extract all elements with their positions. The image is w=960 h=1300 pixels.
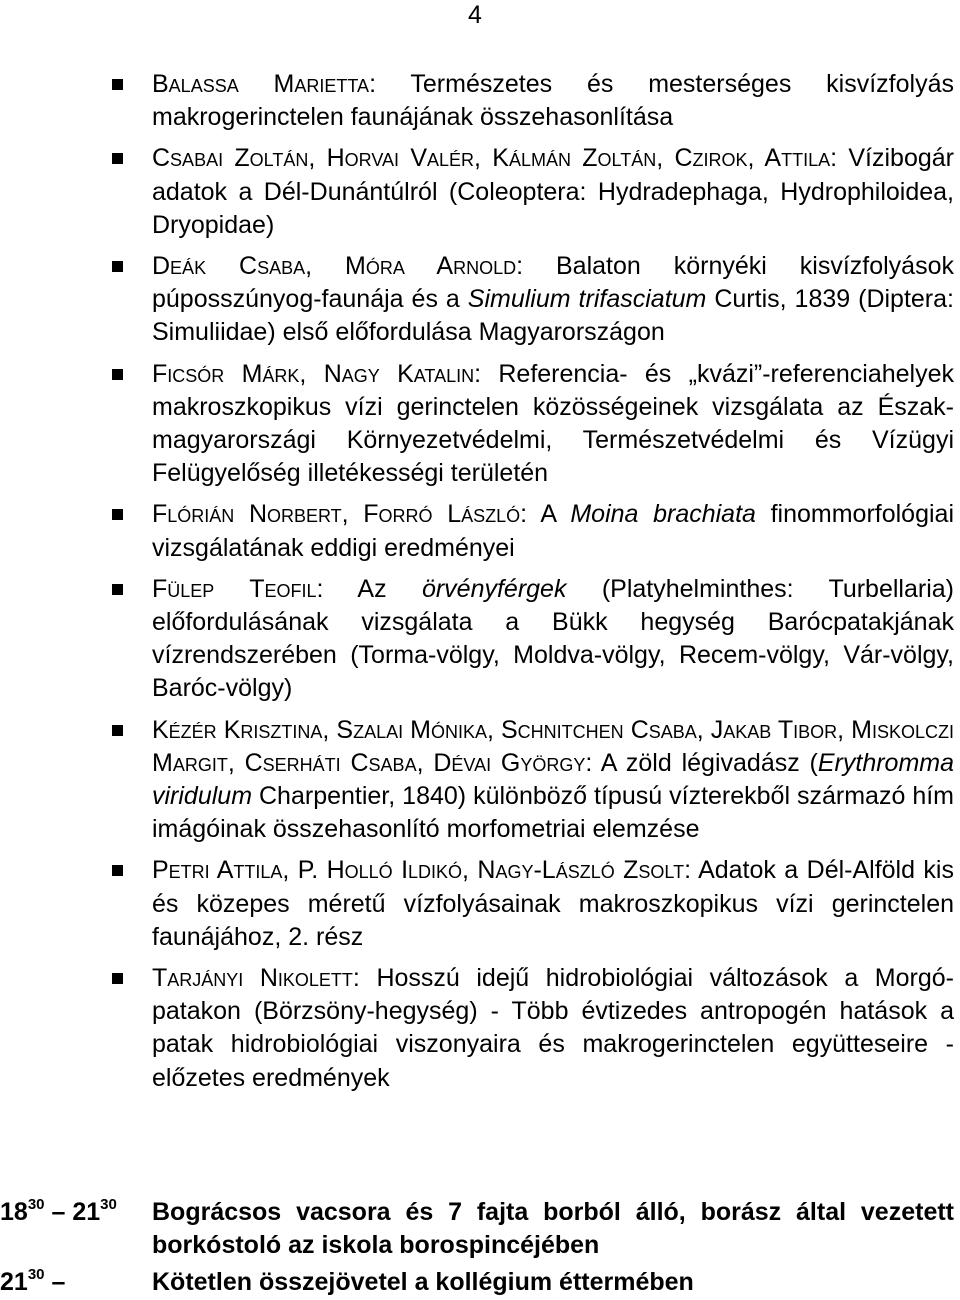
entry-authors: Ficsór Márk, Nagy Katalin xyxy=(152,359,475,388)
entry-title-part: Balaton környéki kisvízfolyások púposszúnyog-faunája és a xyxy=(152,252,954,314)
start-minute: 30 xyxy=(27,1266,45,1283)
species-name: Simulium trifasciatum xyxy=(467,285,707,314)
entry-authors: Petri Attila, P. Holló Ildikó, Nagy-László Zsolt xyxy=(152,856,685,885)
start-minute: 30 xyxy=(27,1196,45,1213)
square-bullet-icon xyxy=(112,725,123,736)
end-hour: 21 xyxy=(72,1198,101,1226)
entry-title: Természetes és mesterséges kisvízfolyás makrogerinctelen faunájának összehasonlítása xyxy=(152,70,954,132)
entry-title-part: A zöld légivadász ( xyxy=(600,748,818,777)
taxon-name: örvényférgek xyxy=(421,574,567,603)
page-number: 4 xyxy=(468,1,482,29)
entry-authors: Flórián Norbert, Forró László xyxy=(152,500,521,529)
list-item: Deák Csaba, Móra Arnold: Balaton környéki kisvízfolyások púposszúnyog-faunája és a Simulium trifasciatum Curtis, 1839 (Diptera: Simuliidae) első előfordulása Magyarországon xyxy=(0,250,960,350)
entry-authors: Tarjányi Nikolett xyxy=(152,964,353,993)
list-item: Flórián Norbert, Forró László: A Moina brachiata finommorfológiai vizsgálatának eddigi eredményei xyxy=(0,498,960,564)
schedule-time xyxy=(0,1266,65,1299)
entry-authors: Kézér Krisztina, Szalai Mónika, Schnitchen Csaba, Jakab Tibor, Miskolczi Margit, Cserháti Csaba, Dévai György xyxy=(152,715,954,777)
schedule-text: Bográcsos vacsora és 7 fajta borból álló, borász által vezetett borkóstoló az iskola borospincéjében xyxy=(152,1198,954,1259)
species-name: Erythromma viridulum xyxy=(152,748,955,811)
entry-title: Adatok a Dél-Alföld kis és közepes méretű vízfolyásainak makroszkopikus vízi gerinctelen faunájához, 2. rész xyxy=(152,856,954,951)
square-bullet-icon xyxy=(112,261,123,272)
entry-title-part: (Platyhelminthes: Turbellaria) előfordulásának vizsgálata a Bükk hegység Barócpatakjának vízrendszerében (Torma-völgy, Moldva-völgy, Recem-völgy, Vár-völgy, Baróc-völgy) xyxy=(152,574,954,703)
entry-title: Referencia- és „kvázi”-referenciahelyek makroszkopikus vízi gerinctelen közösségeinek vizsgálata az Észak-magyarországi Környezetvédelmi, Természetvédelmi és Vízügyi Felügyelőség illetékességi területén xyxy=(152,359,954,488)
entry-authors: Fülep Teofil xyxy=(152,574,317,603)
entry-title-part: Az xyxy=(357,574,422,603)
schedule-time xyxy=(0,1196,117,1229)
square-bullet-icon xyxy=(112,584,123,595)
list-item: Kézér Krisztina, Szalai Mónika, Schnitchen Csaba, Jakab Tibor, Miskolczi Margit, Cserháti Csaba, Dévai György: A zöld légivadász (Erythromma viridulum Charpentier, 1840) különböző típusú vízterekből származó hím imágóinak összehasonlító morfometriai elemzése xyxy=(0,714,960,847)
square-bullet-icon xyxy=(112,865,123,876)
entry-title-part: Charpentier, 1840) különböző típusú vízterekből származó hím imágóinak összehasonlító morfometriai elemzése xyxy=(152,782,954,844)
list-item: Balassa Marietta: Természetes és mesterséges kisvízfolyás makrogerinctelen faunájának összehasonlítása xyxy=(0,68,960,134)
end-minute: 30 xyxy=(100,1196,117,1213)
start-hour: 18 xyxy=(0,1198,28,1226)
list-item: Tarjányi Nikolett: Hosszú idejű hidrobiológiai változások a Morgó-patakon (Börzsöny-hegység) - Több évtizedes antropogén hatások a patak hidrobiológiai viszonyaira és makrogerinctelen együtteseire - előzetes eredmények xyxy=(0,962,960,1095)
species-name: Moina brachiata xyxy=(570,500,756,529)
time-dash: – xyxy=(51,1198,73,1226)
entry-authors: Deák Csaba, Móra Arnold xyxy=(152,252,517,281)
schedule-text: Kötetlen összejövetel a kollégium éttermében xyxy=(152,1268,694,1296)
start-hour: 21 xyxy=(0,1268,28,1296)
time-dash: – xyxy=(51,1268,66,1296)
entry-authors: Csabai Zoltán, Horvai Valér, Kálmán Zoltán, Czirok, Attila xyxy=(152,144,831,173)
entry-title: Hosszú idejű hidrobiológiai változások a Morgó-patakon (Börzsöny-hegység) - Több évtizedes antropogén hatások a patak hidrobiológiai viszonyaira és makrogerinctelen együtteseire - előzetes eredmények xyxy=(152,964,954,1092)
list-item: Ficsór Márk, Nagy Katalin: Referencia- és „kvázi”-referenciahelyek makroszkopikus vízi gerinctelen közösségeinek vizsgálata az Észak-magyarországi Környezetvédelmi, Természetvédelmi és Vízügyi Felügyelőség illetékességi területén xyxy=(0,358,960,491)
square-bullet-icon xyxy=(112,369,123,380)
presentation-list xyxy=(0,68,960,1103)
entry-title-part: finommorfológiai vizsgálatának eddigi eredményei xyxy=(152,500,955,562)
list-item: Fülep Teofil: Az örvényférgek (Platyhelminthes: Turbellaria) előfordulásának vizsgálata a Bükk hegység Barócpatakjának vízrendszerében (Torma-völgy, Moldva-völgy, Recem-völgy, Vár-völgy, Baróc-völgy) xyxy=(0,573,960,706)
entry-authors: Balassa Marietta xyxy=(152,70,370,98)
list-item: Csabai Zoltán, Horvai Valér, Kálmán Zoltán, Czirok, Attila: Vízibogár adatok a Dél-Dunántúlról (Coleoptera: Hydradephaga, Hydrophiloidea, Dryopidae) xyxy=(0,142,960,242)
square-bullet-icon xyxy=(112,973,123,984)
list-item: Petri Attila, P. Holló Ildikó, Nagy-László Zsolt: Adatok a Dél-Alföld kis és közepes méretű vízfolyásainak makroszkopikus vízi gerinctelen faunájához, 2. rész xyxy=(0,854,960,954)
square-bullet-icon xyxy=(112,79,123,90)
square-bullet-icon xyxy=(112,509,123,520)
square-bullet-icon xyxy=(112,153,123,164)
entry-title-part: A xyxy=(540,500,571,529)
entry-title: Vízibogár adatok a Dél-Dunántúlról (Coleoptera: Hydradephaga, Hydrophiloidea, Dryopidae) xyxy=(152,144,954,239)
entry-title-part: Curtis, 1839 (Diptera: Simuliidae) első előfordulása Magyarországon xyxy=(152,285,954,347)
